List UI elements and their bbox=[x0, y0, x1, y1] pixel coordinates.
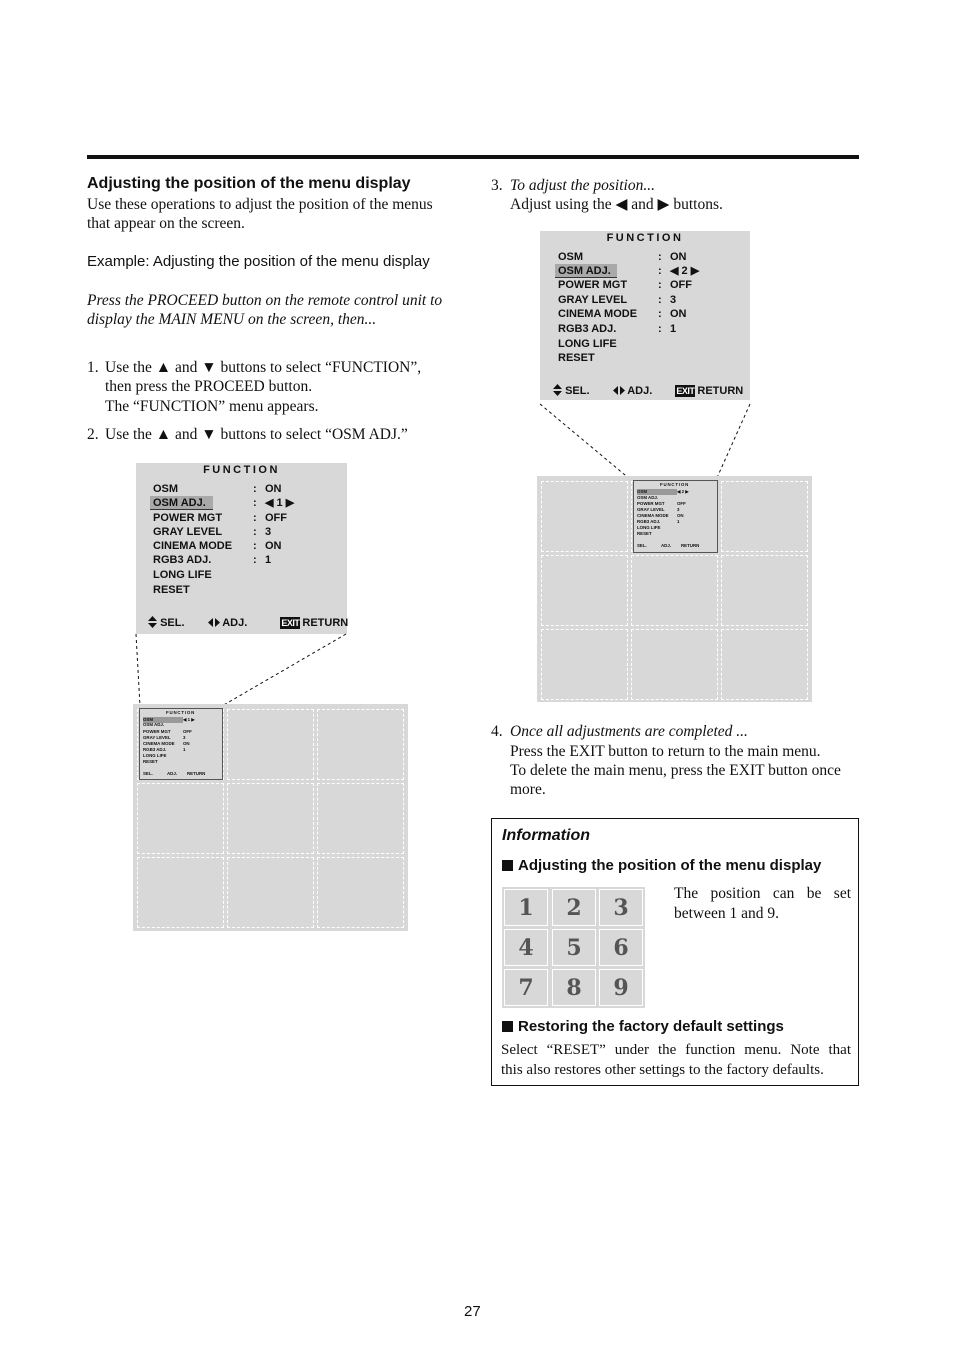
position-6: 6 bbox=[599, 929, 643, 966]
mini-menu-2: FUNCTION OSM ◀ 2 ▶ OSM ADJ. POWER MGT OFF GRAY LEVEL 3 CINEMA MODE ON RGB3 ADJ. 1 LONG LIFE RESET SEL. ADJ. RETURN bbox=[633, 480, 718, 553]
section-heading: Adjusting the position of the menu display bbox=[87, 175, 411, 192]
menu-row-gray-level: GRAY LEVEL : 3 bbox=[558, 294, 677, 306]
function-menu-2 bbox=[540, 231, 750, 400]
black-square-bullet-icon bbox=[502, 860, 513, 871]
menu-footer: SEL. ADJ. EXIT RETURN bbox=[553, 384, 743, 398]
exit-badge: EXIT bbox=[281, 618, 300, 628]
menu-footer: SEL. ADJ. EXIT RETURN bbox=[148, 616, 348, 630]
step-2-number: 2. bbox=[87, 426, 99, 443]
menu-row-osm: OSM : ON bbox=[153, 483, 282, 495]
top-rule bbox=[87, 155, 859, 159]
left-right-arrows-icon bbox=[613, 386, 625, 395]
information-box bbox=[491, 818, 859, 1086]
black-square-bullet-icon bbox=[502, 1021, 513, 1032]
step-4-line-4: more. bbox=[510, 781, 546, 798]
zoom-connector-lines bbox=[535, 400, 755, 482]
intro-line-2: that appear on the screen. bbox=[87, 215, 245, 232]
step-2-line-1: Use the ▲ and ▼ buttons to select “OSM ADJ.” bbox=[105, 426, 408, 443]
step-3-number: 3. bbox=[491, 177, 503, 194]
screen-grid-1 bbox=[133, 704, 408, 931]
info-subheading-reset: Restoring the factory default settings bbox=[502, 1018, 784, 1035]
menu-row-rgb3-adj: RGB3 ADJ. : 1 bbox=[558, 323, 677, 335]
menu-row-osm: OSM : ON bbox=[558, 251, 687, 263]
step-3-line-2: Adjust using the ◀ and ▶ buttons. bbox=[510, 196, 723, 213]
position-1: 1 bbox=[504, 889, 548, 926]
step-3-line-1: To adjust the position... bbox=[510, 177, 655, 194]
up-down-arrows-icon bbox=[553, 384, 562, 396]
screen-grid-2 bbox=[537, 476, 812, 702]
page-number: 27 bbox=[464, 1303, 481, 1320]
step-1-line-2: then press the PROCEED button. bbox=[105, 378, 313, 395]
reset-text-1: Select “RESET” under the function menu. Note that bbox=[501, 1042, 851, 1058]
menu-row-power-mgt: POWER MGT : OFF bbox=[153, 512, 287, 524]
position-number-grid bbox=[502, 887, 645, 1008]
menu-title: FUNCTION bbox=[203, 464, 280, 476]
menu-row-reset: RESET bbox=[153, 584, 190, 596]
info-subheading-position: Adjusting the position of the menu display bbox=[502, 857, 821, 874]
intro-line-1: Use these operations to adjust the position of the menus bbox=[87, 196, 433, 213]
step-1-number: 1. bbox=[87, 359, 99, 376]
menu-row-cinema-mode: CINEMA MODE : ON bbox=[558, 308, 687, 320]
step-4-number: 4. bbox=[491, 723, 503, 740]
step-4-line-2: Press the EXIT button to return to the main menu. bbox=[510, 743, 821, 760]
menu-row-long-life: LONG LIFE bbox=[558, 338, 617, 350]
left-right-arrows-icon bbox=[208, 618, 220, 627]
menu-row-rgb3-adj: RGB3 ADJ. : 1 bbox=[153, 554, 272, 566]
step-4-line-1: Once all adjustments are completed ... bbox=[510, 723, 748, 740]
up-down-arrows-icon bbox=[148, 616, 157, 628]
example-line: Example: Adjusting the position of the menu display bbox=[87, 253, 430, 270]
step-1-line-3: The “FUNCTION” menu appears. bbox=[105, 398, 319, 415]
step-4-line-3: To delete the main menu, press the EXIT button once bbox=[510, 762, 841, 779]
position-7: 7 bbox=[504, 969, 548, 1006]
position-3: 3 bbox=[599, 889, 643, 926]
menu-row-power-mgt: POWER MGT : OFF bbox=[558, 279, 692, 291]
exit-badge: EXIT bbox=[676, 386, 695, 396]
menu-row-gray-level: GRAY LEVEL : 3 bbox=[153, 526, 272, 538]
menu-row-long-life: LONG LIFE bbox=[153, 569, 212, 581]
menu-row-osm-adj: OSM ADJ. : ◀ 1 ▶ bbox=[153, 497, 295, 509]
menu-row-cinema-mode: CINEMA MODE : ON bbox=[153, 540, 282, 552]
position-5: 5 bbox=[552, 929, 596, 966]
menu-title: FUNCTION bbox=[606, 232, 684, 244]
mini-menu-1: FUNCTION OSM ◀ 1 ▶ OSM ADJ. POWER MGT OFF GRAY LEVEL 3 CINEMA MODE ON RGB3 ADJ. 1 LONG LIFE RESET SEL. ADJ. RETURN bbox=[139, 708, 223, 780]
position-text-2: between 1 and 9. bbox=[674, 905, 780, 922]
menu-row-reset: RESET bbox=[558, 352, 595, 364]
instruction-italic-1: Press the PROCEED button on the remote control unit to bbox=[87, 292, 443, 309]
position-9: 9 bbox=[599, 969, 643, 1006]
menu-row-osm-adj: OSM ADJ. : ◀ 2 ▶ bbox=[558, 265, 700, 277]
information-title: Information bbox=[502, 827, 590, 844]
reset-text-2: this also restores other settings to the factory defaults. bbox=[501, 1062, 824, 1078]
position-text-1: The position can be set bbox=[674, 885, 851, 902]
position-4: 4 bbox=[504, 929, 548, 966]
instruction-italic-2: display the MAIN MENU on the screen, then... bbox=[87, 311, 377, 328]
position-8: 8 bbox=[552, 969, 596, 1006]
step-1-line-1: Use the ▲ and ▼ buttons to select “FUNCTION”, bbox=[105, 359, 422, 376]
function-menu-1 bbox=[136, 463, 347, 634]
zoom-connector-lines bbox=[130, 630, 352, 710]
position-2: 2 bbox=[552, 889, 596, 926]
